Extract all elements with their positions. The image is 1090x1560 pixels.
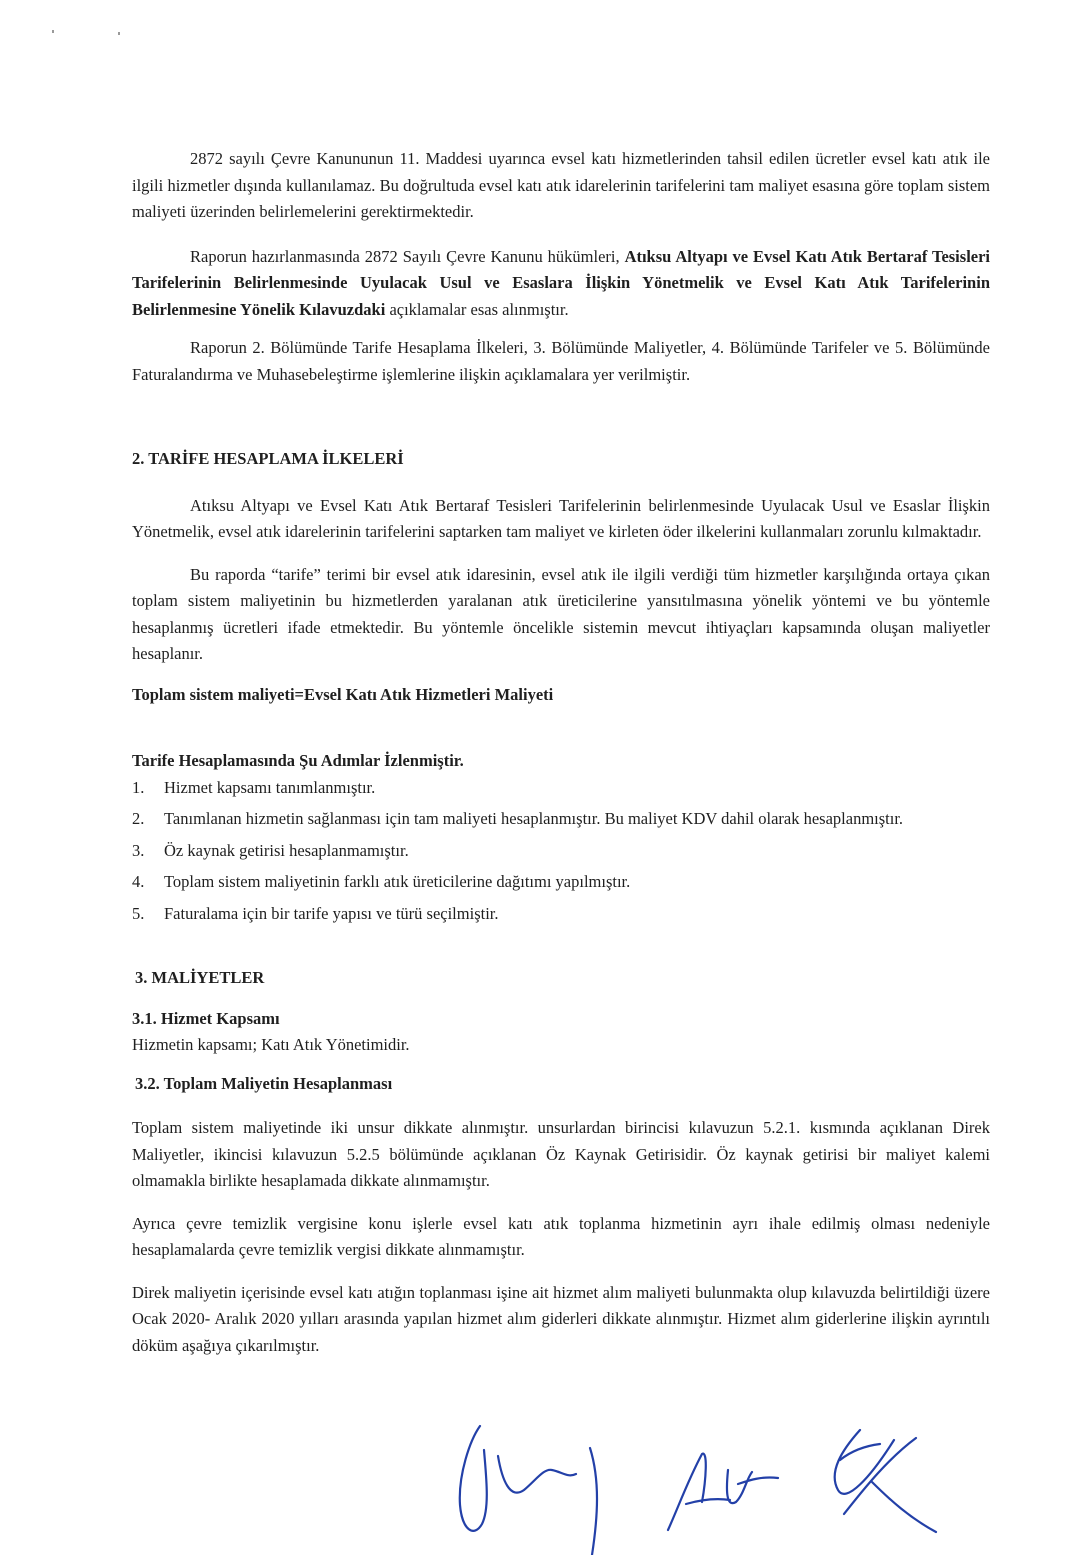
formula-total-cost: Toplam sistem maliyeti=Evsel Katı Atık Hizmetleri Maliyeti bbox=[132, 684, 554, 704]
section-heading-maliyetler: 3. MALİYETLER bbox=[135, 968, 265, 987]
signature-1 bbox=[460, 1426, 597, 1555]
list-text: Öz kaynak getirisi hesaplanmamıştır. bbox=[164, 840, 409, 860]
paragraph-direct-cost: Direk maliyetin içerisinde evsel katı atığın toplanması işine ait hizmet alım maliyeti bulunmakta olup kılavuzda belirtildiği üzere Ocak 2020- Aralık 2020 yılları arasında yapılan hizmet alım giderleri dikkate alınmıştır. Hizmet alım giderlerine ilişkin ayrıntılı döküm aşağıya çıkarılmıştır. bbox=[132, 1282, 990, 1355]
list-item bbox=[132, 838, 990, 865]
list-item bbox=[132, 775, 990, 802]
list-number: 4. bbox=[132, 872, 145, 891]
list-text: Tanımlanan hizmetin sağlanması için tam maliyeti hesaplanmıştır. Bu maliyet KDV dahil olarak hesaplanmıştır. bbox=[164, 809, 904, 828]
steps-list bbox=[132, 775, 990, 928]
scan-dot bbox=[52, 30, 54, 33]
list-text: Toplam sistem maliyetinin farklı atık üreticilerine dağıtımı yapılmıştır. bbox=[164, 872, 631, 891]
subheading-toplam-maliyet: 3.2. Toplam Maliyetin Hesaplanması bbox=[135, 1073, 393, 1093]
steps-title: Tarife Hesaplamasında Şu Adımlar İzlenmiştir. bbox=[132, 751, 464, 770]
document-body bbox=[132, 146, 990, 1359]
paragraph-intro: 2872 sayılı Çevre Kanununun 11. Maddesi uyarınca evsel katı hizmetlerinden tahsil edilen ücretler evsel katı atık ile ilgili hizmetler dışında kullanılamaz. Bu doğrultuda evsel katı atık idarelerinin tarifelerini tam maliyet esasına göre toplam sistem maliyeti üzerinden belirlemelerini gerektirmektedir. bbox=[132, 149, 990, 221]
list-number: 2. bbox=[132, 809, 145, 828]
signatures bbox=[440, 1420, 960, 1555]
paragraph-tax: Ayrıca çevre temizlik vergisine konu işlerle evsel katı atık toplanma hizmetinin ayrı ihale edilmiş olması nedeniyle hesaplamalarda çevre temizlik vergisi dikkate alınmamıştır. bbox=[132, 1213, 990, 1259]
scan-marks bbox=[52, 28, 132, 38]
section-heading-tarife: 2. TARİFE HESAPLAMA İLKELERİ bbox=[132, 449, 404, 468]
list-text: Faturalama için bir tarife yapısı ve türü seçilmiştir. bbox=[164, 903, 499, 923]
paragraph-scope: Hizmetin kapsamı; Katı Atık Yönetimidir. bbox=[132, 1035, 410, 1054]
paragraph-tarife-term: Bu raporda “tarife” terimi bir evsel atık idaresinin, evsel atık ile ilgili verdiği tüm hizmetler karşılığında ortaya çıkan toplam sistem maliyetinin bu hizmetlerden yaralanan atık üreticilerine yansıtılmasına yönelik yöntemi ve bu yöntemle hesaplanmış ücretleri ifade etmektedir. Bu yöntemle öncelikle sistemin mevcut ihtiyaçları kapsamında oluşan maliyetler hesaplanır. bbox=[132, 564, 990, 663]
list-item bbox=[132, 901, 990, 928]
text-run: Raporun hazırlanmasında 2872 Sayılı Çevre Kanunu hükümleri, bbox=[190, 246, 625, 266]
list-item bbox=[132, 806, 990, 833]
paragraph-structure: Raporun 2. Bölümünde Tarife Hesaplama İlkeleri, 3. Bölümünde Maliyetler, 4. Bölümünde Tarifeler ve 5. Bölümünde Faturalandırma ve Muhasebeleştirme işlemlerine ilişkin açıklamalara yer verilmiştir. bbox=[132, 338, 990, 384]
signature-2 bbox=[668, 1454, 778, 1530]
bold-text-run: Atıksu Altyapı ve Evsel Katı Atık Bertaraf Tesisleri Tarifelerinin Belirlenmesinde Uyulacak Usul ve Esaslara İlişkin Yönetmelik ve Evsel Katı Atık Tarifelerinin Belirlenmesine Yönelik Kılavuzdaki bbox=[132, 246, 991, 319]
paragraph-sources bbox=[132, 244, 990, 324]
list-number: 3. bbox=[132, 840, 145, 860]
list-number: 5. bbox=[132, 903, 145, 923]
list-item bbox=[132, 869, 990, 896]
signature-3 bbox=[835, 1430, 936, 1532]
subheading-hizmet-kapsami: 3.1. Hizmet Kapsamı bbox=[132, 1008, 280, 1028]
list-text: Hizmet kapsamı tanımlanmıştır. bbox=[164, 777, 376, 797]
paragraph-cost-elements: Toplam sistem maliyetinde iki unsur dikkate alınmıştır. unsurlardan birincisi kılavuzun 5.2.1. kısmında açıklanan Direk Maliyetler, ikincisi kılavuzun 5.2.5 bölümünde açıklanan Öz Kaynak Getirisidir. Öz kaynak getirisi bir maliyet kalemi olmamakla birlikte hesaplamada dikkate alınmamıştır. bbox=[132, 1118, 990, 1190]
paragraph-regulation: Atıksu Altyapı ve Evsel Katı Atık Bertaraf Tesisleri Tarifelerinin belirlenmesinde Uyulacak Usul ve Esaslar İlişkin Yönetmelik, evsel atık idarelerinin tarifelerini saptarken tam maliyet ve kirleten öder ilkelerini kullanmaları zorunlu kılmaktadır. bbox=[132, 495, 990, 541]
scan-dot bbox=[118, 32, 120, 35]
list-number: 1. bbox=[132, 777, 145, 797]
text-run: açıklamalar esas alınmıştır. bbox=[385, 299, 569, 319]
handwritten-signatures bbox=[440, 1420, 960, 1555]
